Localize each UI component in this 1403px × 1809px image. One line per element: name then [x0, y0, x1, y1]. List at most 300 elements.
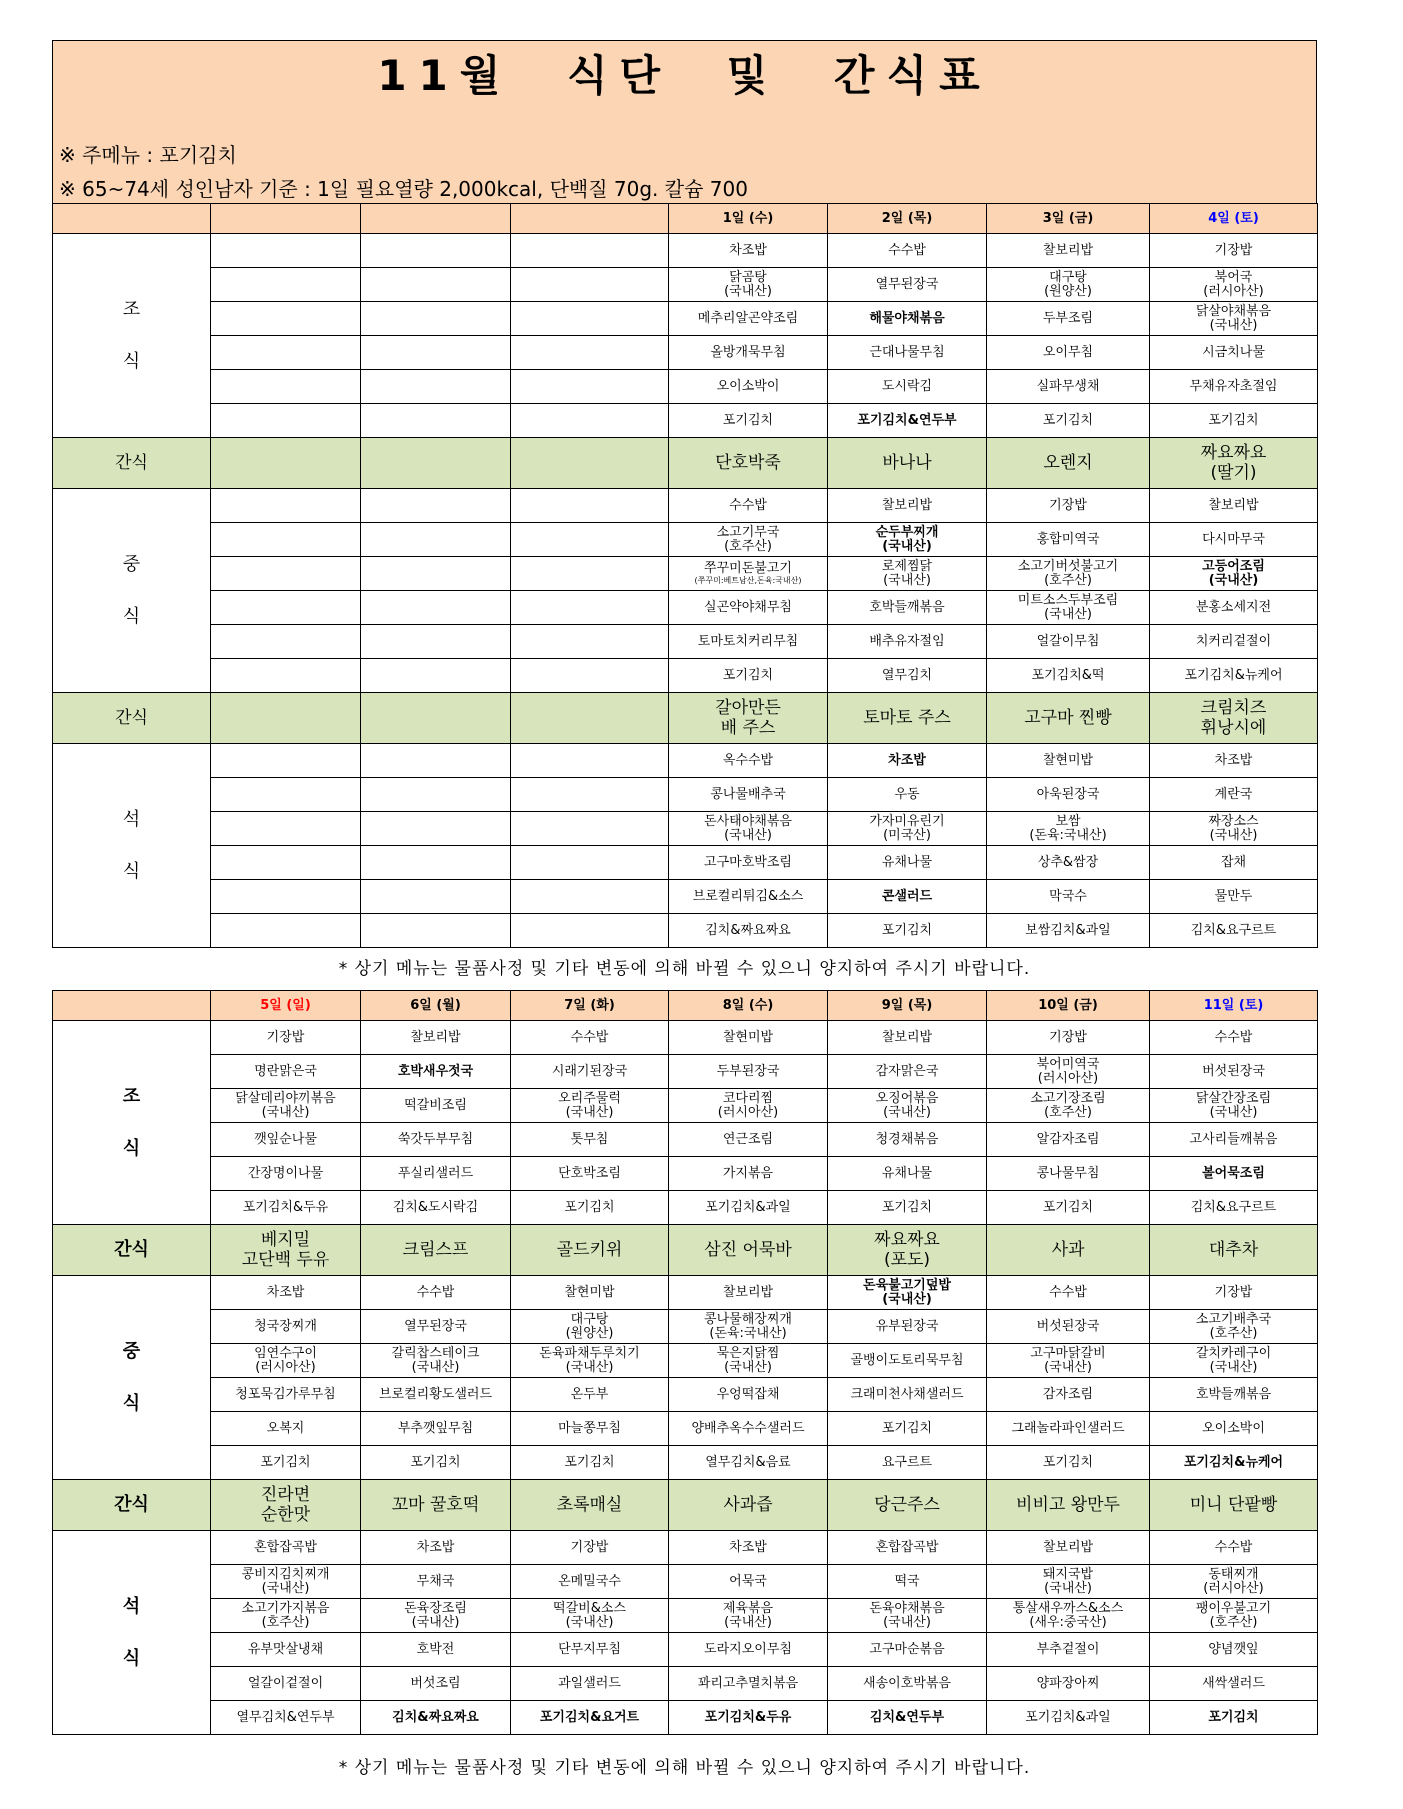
menu-row [53, 1344, 1318, 1378]
menu-cell: 로제찜닭 (국내산) [828, 557, 987, 591]
menu-cell [211, 812, 361, 846]
menu-cell: 북어국 (러시아산) [1150, 268, 1318, 302]
snack-label: 간식 [53, 1225, 211, 1276]
menu-cell: 온두부 [511, 1378, 669, 1412]
menu-cell: 포기김치 [669, 659, 828, 693]
menu-cell: 유채나물 [828, 846, 987, 880]
day-header: 1일 (수) [669, 204, 828, 234]
menu-cell: 브로컬리튀김&소스 [669, 880, 828, 914]
menu-cell: 볼어묵조림 [1150, 1157, 1318, 1191]
menu-cell [511, 744, 669, 778]
menu-cell: 차조밥 [1150, 744, 1318, 778]
menu-cell: 포기김치&두유 [211, 1191, 361, 1225]
menu-cell: 다시마무국 [1150, 523, 1318, 557]
menu-cell: 돈육장조림 (국내산) [361, 1599, 511, 1633]
menu-cell: 오이소박이 [669, 370, 828, 404]
menu-cell: 콘샐러드 [828, 880, 987, 914]
menu-cell: 유채나물 [828, 1157, 987, 1191]
header-blank-cell [53, 204, 211, 234]
menu-cell: 떡갈비조림 [361, 1089, 511, 1123]
snack-cell: 사과즙 [669, 1480, 828, 1531]
snack-cell: 크림스프 [361, 1225, 511, 1276]
menu-cell [211, 302, 361, 336]
day-header-row [53, 991, 1318, 1021]
menu-cell: 포기김치 [1150, 404, 1318, 438]
menu-cell: 골뱅이도토리묵무침 [828, 1344, 987, 1378]
menu-cell: 올방개묵무침 [669, 336, 828, 370]
day-header: 7일 (화) [511, 991, 669, 1021]
snack-cell: 대추차 [1150, 1225, 1318, 1276]
menu-cell: 수수밥 [1150, 1531, 1318, 1565]
menu-cell: 고사리들깨볶음 [1150, 1123, 1318, 1157]
snack-cell: 오렌지 [987, 438, 1150, 489]
menu-cell [211, 234, 361, 268]
menu-cell: 온메밀국수 [511, 1565, 669, 1599]
week1-block [52, 40, 1317, 979]
menu-cell: 알감자조림 [987, 1123, 1150, 1157]
menu-cell: 묵은지닭찜 (국내산) [669, 1344, 828, 1378]
menu-cell [361, 625, 511, 659]
snack-row [53, 1225, 1318, 1276]
snack-label: 간식 [53, 693, 211, 744]
snack-cell [511, 693, 669, 744]
menu-cell [511, 557, 669, 591]
menu-cell [511, 489, 669, 523]
menu-cell: 오징어볶음 (국내산) [828, 1089, 987, 1123]
menu-row [53, 1191, 1318, 1225]
menu-cell: 양배추옥수수샐러드 [669, 1412, 828, 1446]
menu-row [53, 268, 1318, 302]
menu-row [53, 1123, 1318, 1157]
menu-cell: 두부된장국 [669, 1055, 828, 1089]
menu-cell: 유부된장국 [828, 1310, 987, 1344]
menu-cell: 찰현미밥 [987, 744, 1150, 778]
menu-cell: 통살새우까스&소스 (새우:중국산) [987, 1599, 1150, 1633]
menu-cell: 김치&요구르트 [1150, 914, 1318, 948]
menu-cell: 연근조림 [669, 1123, 828, 1157]
menu-cell [361, 846, 511, 880]
week2-menu-table [52, 990, 1318, 1735]
menu-cell: 옥수수밥 [669, 744, 828, 778]
menu-cell [211, 625, 361, 659]
menu-cell [211, 778, 361, 812]
menu-cell [361, 778, 511, 812]
menu-cell [361, 659, 511, 693]
menu-cell: 찰보리밥 [669, 1276, 828, 1310]
menu-cell: 열무김치&음료 [669, 1446, 828, 1480]
menu-cell: 수수밥 [987, 1276, 1150, 1310]
menu-row [53, 523, 1318, 557]
snack-cell: 토마토 주스 [828, 693, 987, 744]
menu-cell: 오복지 [211, 1412, 361, 1446]
menu-row [53, 370, 1318, 404]
menu-cell: 얼갈이겉절이 [211, 1667, 361, 1701]
menu-cell: 차조밥 [211, 1276, 361, 1310]
menu-row [53, 1599, 1318, 1633]
day-header [511, 204, 669, 234]
menu-cell: 팽이우불고기 (호주산) [1150, 1599, 1318, 1633]
menu-cell: 포기김치&과일 [987, 1701, 1150, 1735]
menu-cell: 깻잎순나물 [211, 1123, 361, 1157]
menu-cell: 브로컬리황도샐러드 [361, 1378, 511, 1412]
menu-cell: 양념깻잎 [1150, 1633, 1318, 1667]
menu-cell: 과일샐러드 [511, 1667, 669, 1701]
menu-row [53, 625, 1318, 659]
menu-cell [211, 914, 361, 948]
snack-cell: 짜요짜요 (딸기) [1150, 438, 1318, 489]
menu-cell [361, 880, 511, 914]
day-header: 3일 (금) [987, 204, 1150, 234]
menu-cell: 아욱된장국 [987, 778, 1150, 812]
menu-cell: 고구마순볶음 [828, 1633, 987, 1667]
menu-cell: 잡채 [1150, 846, 1318, 880]
menu-cell: 물만두 [1150, 880, 1318, 914]
menu-cell: 양파장아찌 [987, 1667, 1150, 1701]
menu-cell: 포기김치 [511, 1446, 669, 1480]
menu-cell: 갈릭찹스테이크 (국내산) [361, 1344, 511, 1378]
snack-cell: 미니 단팥빵 [1150, 1480, 1318, 1531]
menu-cell [511, 778, 669, 812]
menu-cell: 호박들깨볶음 [1150, 1378, 1318, 1412]
menu-cell: 새송이호박볶음 [828, 1667, 987, 1701]
menu-cell: 수수밥 [1150, 1021, 1318, 1055]
menu-cell: 버섯조림 [361, 1667, 511, 1701]
menu-row [53, 1157, 1318, 1191]
menu-cell [361, 370, 511, 404]
menu-cell: 포기김치 [987, 404, 1150, 438]
menu-cell [361, 489, 511, 523]
menu-cell: 대구탕 (원양산) [987, 268, 1150, 302]
menu-cell: 메추리알곤약조림 [669, 302, 828, 336]
menu-cell: 포기김치&연두부 [828, 404, 987, 438]
menu-cell: 미트소스두부조림 (국내산) [987, 591, 1150, 625]
snack-row [53, 693, 1318, 744]
menu-cell: 콩나물배추국 [669, 778, 828, 812]
menu-cell [361, 302, 511, 336]
menu-cell: 찰보리밥 [361, 1021, 511, 1055]
menu-cell: 오이무침 [987, 336, 1150, 370]
menu-cell: 토마토치커리무침 [669, 625, 828, 659]
menu-cell: 분홍소세지전 [1150, 591, 1318, 625]
snack-cell [361, 693, 511, 744]
day-header: 10일 (금) [987, 991, 1150, 1021]
menu-cell: 김치&짜요짜요 [669, 914, 828, 948]
menu-cell [361, 404, 511, 438]
menu-cell: 청포묵김가루무침 [211, 1378, 361, 1412]
menu-cell: 수수밥 [669, 489, 828, 523]
menu-cell: 청경채볶음 [828, 1123, 987, 1157]
menu-cell: 기장밥 [211, 1021, 361, 1055]
menu-cell: 소고기장조림 (호주산) [987, 1089, 1150, 1123]
menu-cell: 실곤약야채무침 [669, 591, 828, 625]
day-header: 9일 (목) [828, 991, 987, 1021]
menu-cell [361, 234, 511, 268]
menu-cell [511, 268, 669, 302]
menu-cell: 짜장소스 (국내산) [1150, 812, 1318, 846]
menu-cell: 무채국 [361, 1565, 511, 1599]
snack-cell: 꼬마 꿀호떡 [361, 1480, 511, 1531]
menu-row [53, 1276, 1318, 1310]
snack-label: 간식 [53, 438, 211, 489]
menu-cell: 닭살데리야끼볶음 (국내산) [211, 1089, 361, 1123]
menu-cell: 두부조림 [987, 302, 1150, 336]
menu-cell: 가지볶음 [669, 1157, 828, 1191]
menu-cell: 부추겉절이 [987, 1633, 1150, 1667]
menu-cell: 소고기배추국 (호주산) [1150, 1310, 1318, 1344]
menu-cell: 시래기된장국 [511, 1055, 669, 1089]
menu-row [53, 778, 1318, 812]
menu-cell: 열무된장국 [828, 268, 987, 302]
menu-cell: 차조밥 [669, 1531, 828, 1565]
menu-cell: 보쌈 (돈육:국내산) [987, 812, 1150, 846]
snack-label: 간식 [53, 1480, 211, 1531]
menu-row [53, 1021, 1318, 1055]
menu-cell: 닭곰탕 (국내산) [669, 268, 828, 302]
menu-cell: 소고기버섯불고기 (호주산) [987, 557, 1150, 591]
menu-cell: 도시락김 [828, 370, 987, 404]
menu-cell: 꽈리고추멸치볶음 [669, 1667, 828, 1701]
menu-row [53, 846, 1318, 880]
menu-cell: 대구탕 (원양산) [511, 1310, 669, 1344]
menu-cell: 근대나물무침 [828, 336, 987, 370]
menu-cell: 그래놀라파인샐러드 [987, 1412, 1150, 1446]
menu-cell: 콩비지김치찌개 (국내산) [211, 1565, 361, 1599]
menu-cell: 소고기무국 (호주산) [669, 523, 828, 557]
menu-row [53, 1089, 1318, 1123]
menu-cell [211, 489, 361, 523]
menu-cell [511, 880, 669, 914]
menu-cell: 찰보리밥 [1150, 489, 1318, 523]
menu-cell: 오리주물럭 (국내산) [511, 1089, 669, 1123]
snack-cell: 단호박죽 [669, 438, 828, 489]
menu-row [53, 557, 1318, 591]
menu-cell: 포기김치&요거트 [511, 1701, 669, 1735]
menu-row [53, 1667, 1318, 1701]
day-header: 5일 (일) [211, 991, 361, 1021]
menu-cell [511, 812, 669, 846]
meal-label: 중 식 [53, 489, 211, 693]
menu-cell: 차조밥 [669, 234, 828, 268]
menu-cell: 김치&도시락김 [361, 1191, 511, 1225]
menu-cell [511, 302, 669, 336]
menu-cell [511, 625, 669, 659]
menu-cell: 김치&짜요짜요 [361, 1701, 511, 1735]
menu-cell: 쑥갓두부무침 [361, 1123, 511, 1157]
menu-cell: 포기김치 [828, 914, 987, 948]
menu-cell: 떡국 [828, 1565, 987, 1599]
menu-cell: 치커리겉절이 [1150, 625, 1318, 659]
snack-cell: 고구마 찐빵 [987, 693, 1150, 744]
footnote-week1: * 상기 메뉴는 물품사정 및 기타 변동에 의해 바뀔 수 있으니 양지하여 주시기 바랍니다. [338, 959, 1031, 979]
menu-cell: 포기김치 [987, 1446, 1150, 1480]
menu-cell: 단무지무침 [511, 1633, 669, 1667]
menu-row [53, 1701, 1318, 1735]
menu-cell: 수수밥 [828, 234, 987, 268]
menu-cell [361, 336, 511, 370]
menu-cell: 고등어조림 (국내산) [1150, 557, 1318, 591]
snack-cell: 짜요짜요 (포도) [828, 1225, 987, 1276]
nutrition-note: ※ 65~74세 성인남자 기준 : 1일 필요열량 2,000kcal, 단백질 70g. 칼슘 700 [59, 177, 748, 201]
menu-cell: 버섯된장국 [1150, 1055, 1318, 1089]
menu-cell [669, 557, 828, 591]
snack-cell [211, 438, 361, 489]
snack-cell [211, 693, 361, 744]
menu-cell: 기장밥 [1150, 234, 1318, 268]
menu-cell: 찰보리밥 [987, 234, 1150, 268]
menu-cell [361, 523, 511, 557]
menu-cell [511, 336, 669, 370]
menu-cell: 포기김치 [669, 404, 828, 438]
menu-cell [211, 268, 361, 302]
menu-row [53, 1412, 1318, 1446]
menu-cell: 찰보리밥 [987, 1531, 1150, 1565]
menu-cell: 버섯된장국 [987, 1310, 1150, 1344]
menu-cell: 돼지국밥 (국내산) [987, 1565, 1150, 1599]
menu-row [53, 1310, 1318, 1344]
menu-cell: 코다리찜 (러시아산) [669, 1089, 828, 1123]
menu-row [53, 234, 1318, 268]
menu-cell: 동태찌개 (러시아산) [1150, 1565, 1318, 1599]
menu-cell [511, 914, 669, 948]
menu-cell: 열무김치 [828, 659, 987, 693]
menu-cell: 고구마닭갈비 (국내산) [987, 1344, 1150, 1378]
snack-cell: 비비고 왕만두 [987, 1480, 1150, 1531]
menu-cell [361, 914, 511, 948]
menu-cell: 차조밥 [828, 744, 987, 778]
menu-row [53, 1446, 1318, 1480]
menu-cell: 막국수 [987, 880, 1150, 914]
menu-cell: 찰보리밥 [828, 489, 987, 523]
menu-cell [361, 744, 511, 778]
menu-cell: 포기김치 [828, 1191, 987, 1225]
menu-row [53, 914, 1318, 948]
day-header: 11일 (토) [1150, 991, 1318, 1021]
day-header: 4일 (토) [1150, 204, 1318, 234]
menu-cell: 찰현미밥 [669, 1021, 828, 1055]
menu-cell: 감자맑은국 [828, 1055, 987, 1089]
menu-cell [361, 812, 511, 846]
menu-cell: 혼합잡곡밥 [211, 1531, 361, 1565]
menu-cell [211, 591, 361, 625]
menu-row [53, 302, 1318, 336]
snack-cell: 갈아만든 배 주스 [669, 693, 828, 744]
snack-cell: 당근주스 [828, 1480, 987, 1531]
menu-cell: 고구마호박조림 [669, 846, 828, 880]
menu-cell: 호박새우젓국 [361, 1055, 511, 1089]
menu-cell: 시금치나물 [1150, 336, 1318, 370]
menu-cell: 포기김치&두유 [669, 1701, 828, 1735]
menu-cell: 포기김치 [211, 1446, 361, 1480]
menu-cell: 가자미유린기 (미국산) [828, 812, 987, 846]
menu-cell: 무채유자초절임 [1150, 370, 1318, 404]
day-header: 6일 (월) [361, 991, 511, 1021]
menu-cell: 수수밥 [361, 1276, 511, 1310]
page-title: 11월 식단 및 간식표 [377, 51, 992, 100]
menu-cell: 돈육불고기덮밥 (국내산) [828, 1276, 987, 1310]
menu-row [53, 1055, 1318, 1089]
menu-header [52, 40, 1317, 203]
menu-cell: 열무된장국 [361, 1310, 511, 1344]
snack-cell: 초록매실 [511, 1480, 669, 1531]
menu-cell: 호박전 [361, 1633, 511, 1667]
menu-cell [211, 336, 361, 370]
menu-cell [211, 659, 361, 693]
menu-cell [361, 557, 511, 591]
snack-cell: 베지밀 고단백 두유 [211, 1225, 361, 1276]
menu-row [53, 659, 1318, 693]
snack-cell [361, 438, 511, 489]
menu-row [53, 880, 1318, 914]
menu-cell: 떡갈비&소스 (국내산) [511, 1599, 669, 1633]
day-header: 8일 (수) [669, 991, 828, 1021]
menu-cell: 푸실리샐러드 [361, 1157, 511, 1191]
menu-cell: 수수밥 [511, 1021, 669, 1055]
menu-cell: 찰현미밥 [511, 1276, 669, 1310]
menu-cell: 돈육야채볶음 (국내산) [828, 1599, 987, 1633]
menu-cell [211, 523, 361, 557]
menu-cell: 포기김치&뉴케어 [1150, 1446, 1318, 1480]
menu-cell: 배추유자절임 [828, 625, 987, 659]
menu-item-text: 쭈꾸미돈불고기 [704, 561, 792, 576]
menu-cell [511, 659, 669, 693]
menu-cell [211, 557, 361, 591]
menu-cell: 청국장찌개 [211, 1310, 361, 1344]
snack-cell: 바나나 [828, 438, 987, 489]
menu-cell: 갈치카레구이 (국내산) [1150, 1344, 1318, 1378]
week1-menu-table [52, 203, 1318, 948]
menu-cell: 홍합미역국 [987, 523, 1150, 557]
menu-cell: 포기김치 [828, 1412, 987, 1446]
day-header-row [53, 204, 1318, 234]
snack-cell: 골드키위 [511, 1225, 669, 1276]
menu-cell: 북어미역국 (러시아산) [987, 1055, 1150, 1089]
menu-cell: 닭살간장조림 (국내산) [1150, 1089, 1318, 1123]
menu-row [53, 1633, 1318, 1667]
meal-label: 조 식 [53, 1021, 211, 1225]
menu-cell: 소고기가지볶음 (호주산) [211, 1599, 361, 1633]
menu-cell: 기장밥 [1150, 1276, 1318, 1310]
menu-cell: 명란맑은국 [211, 1055, 361, 1089]
menu-cell [361, 268, 511, 302]
menu-cell: 우엉떡잡채 [669, 1378, 828, 1412]
menu-cell [211, 846, 361, 880]
menu-cell: 어묵국 [669, 1565, 828, 1599]
day-header: 2일 (목) [828, 204, 987, 234]
menu-cell: 포기김치&떡 [987, 659, 1150, 693]
menu-cell: 호박들깨볶음 [828, 591, 987, 625]
menu-cell: 기장밥 [987, 1021, 1150, 1055]
menu-row [53, 336, 1318, 370]
meal-label: 조 식 [53, 234, 211, 438]
menu-row [53, 1531, 1318, 1565]
menu-cell: 감자조림 [987, 1378, 1150, 1412]
menu-cell: 순두부찌개 (국내산) [828, 523, 987, 557]
menu-cell: 닭살야채볶음 (국내산) [1150, 302, 1318, 336]
menu-cell [511, 370, 669, 404]
menu-cell: 부추깻잎무침 [361, 1412, 511, 1446]
menu-row [53, 404, 1318, 438]
day-header [211, 204, 361, 234]
snack-cell: 사과 [987, 1225, 1150, 1276]
menu-cell: 콩나물무침 [987, 1157, 1150, 1191]
menu-cell: 마늘쫑무침 [511, 1412, 669, 1446]
menu-cell: 유부맛살냉채 [211, 1633, 361, 1667]
menu-cell: 포기김치 [361, 1446, 511, 1480]
menu-row [53, 744, 1318, 778]
menu-cell [511, 234, 669, 268]
menu-cell: 포기김치 [1150, 1701, 1318, 1735]
snack-row [53, 438, 1318, 489]
